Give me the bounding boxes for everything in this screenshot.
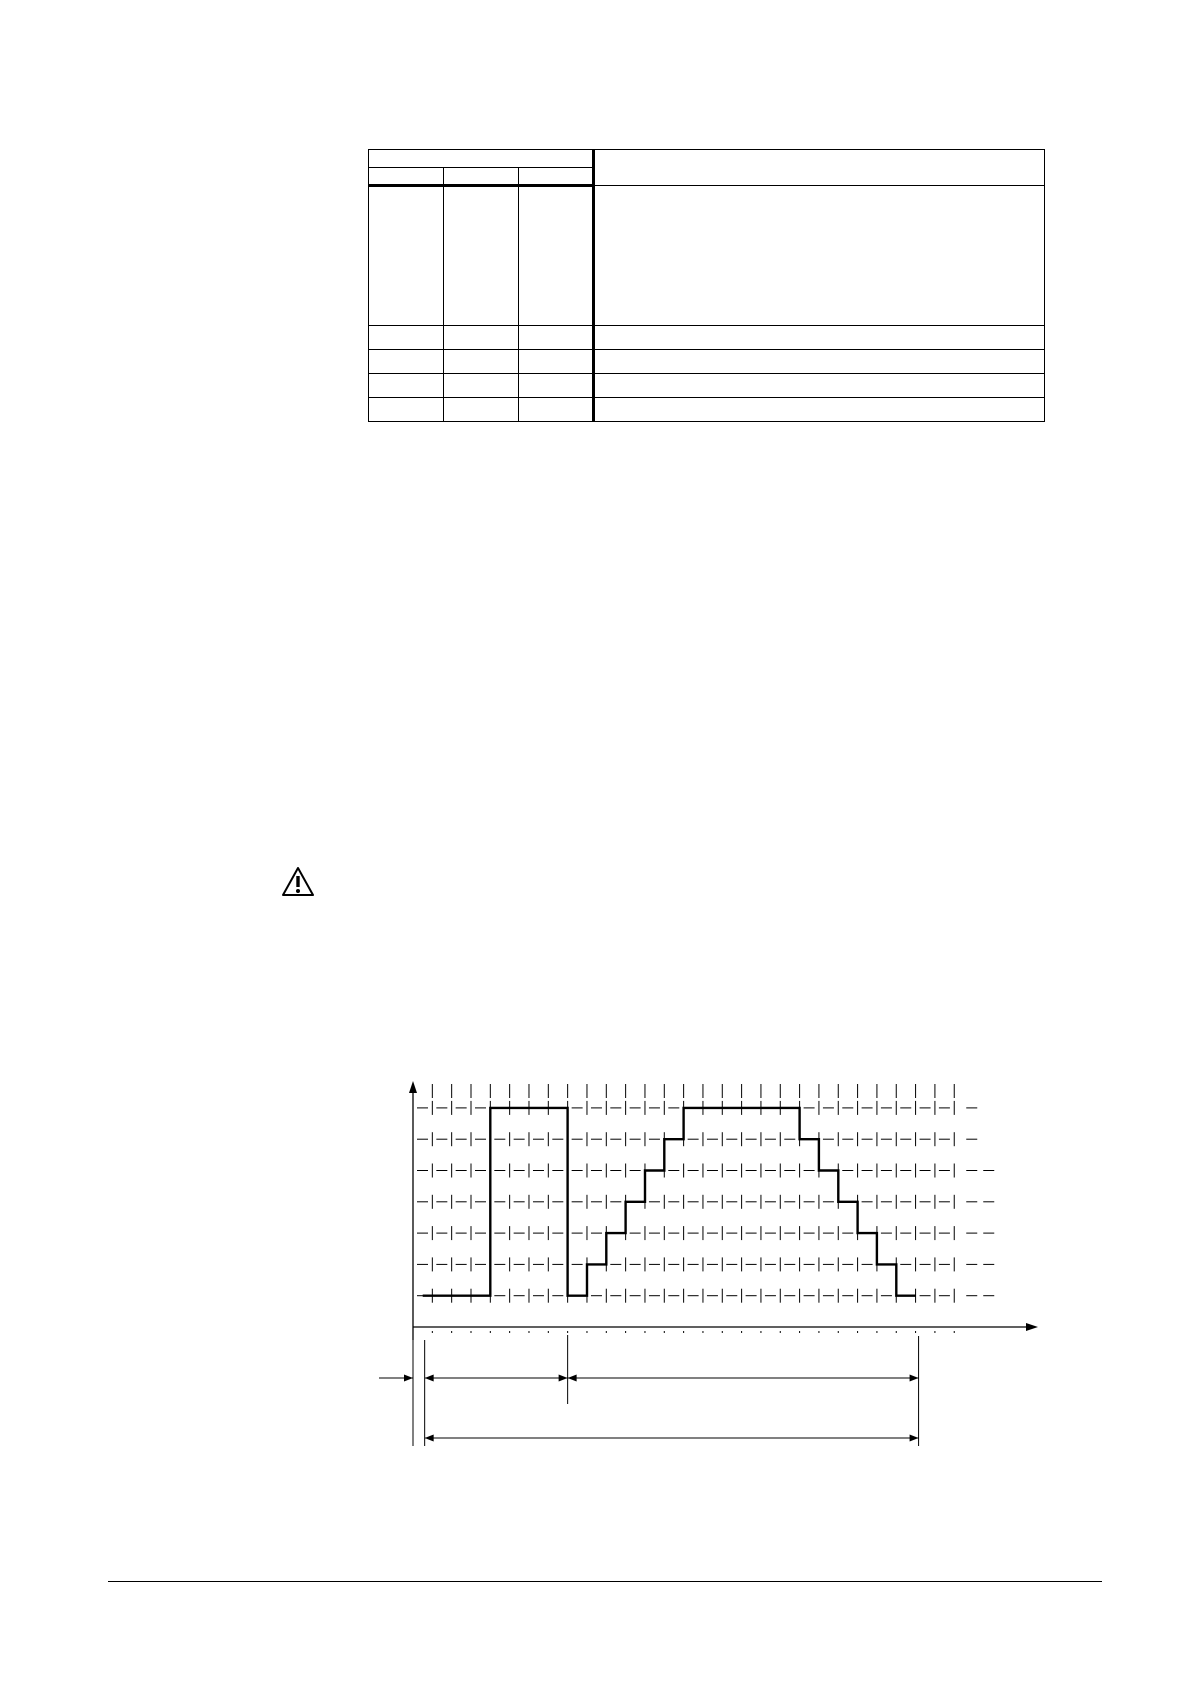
series-line <box>423 1108 916 1296</box>
table-cell-description <box>594 186 1045 326</box>
parameter-table <box>368 149 1045 422</box>
table-cell <box>519 326 594 350</box>
table-row <box>369 398 1045 422</box>
table-cell <box>519 186 594 326</box>
chart-dimension-markers <box>379 1335 919 1446</box>
dimension-arrow <box>425 1375 434 1382</box>
table-cell <box>369 374 444 398</box>
table-subheader <box>369 168 444 186</box>
table-cell <box>444 398 519 422</box>
table-header-group <box>369 150 594 168</box>
table-cell-description <box>594 374 1045 398</box>
table-cell <box>369 186 444 326</box>
table-cell <box>444 350 519 374</box>
dimension-arrow <box>559 1375 568 1382</box>
table-cell <box>519 374 594 398</box>
y-axis-arrow <box>409 1081 417 1093</box>
table-cell <box>444 326 519 350</box>
dimension-arrow <box>910 1375 919 1382</box>
footer-rule <box>108 1581 1102 1582</box>
x-axis-arrow <box>1026 1323 1038 1331</box>
warning-triangle-icon <box>281 866 315 897</box>
table-row <box>369 326 1045 350</box>
table-row <box>369 186 1045 326</box>
table-row <box>369 350 1045 374</box>
dimension-arrow <box>568 1375 577 1382</box>
table-cell <box>519 398 594 422</box>
table-cell-description <box>594 326 1045 350</box>
dimension-arrow <box>910 1435 919 1442</box>
table-cell <box>369 398 444 422</box>
table-cell <box>444 186 519 326</box>
table-subheader <box>444 168 519 186</box>
table-header-row <box>369 150 1045 168</box>
table-cell <box>369 326 444 350</box>
table-cell <box>519 350 594 374</box>
table-row <box>369 374 1045 398</box>
chart-grid <box>417 1084 994 1333</box>
table-cell-description <box>594 398 1045 422</box>
table-cell <box>444 374 519 398</box>
dimension-arrow <box>404 1375 413 1382</box>
table-cell-description <box>594 350 1045 374</box>
chart-axes <box>409 1081 1038 1340</box>
chart-series <box>423 1108 916 1296</box>
table-header-description <box>594 150 1045 186</box>
table-cell <box>369 350 444 374</box>
dimension-arrow <box>425 1435 434 1442</box>
table-subheader <box>519 168 594 186</box>
